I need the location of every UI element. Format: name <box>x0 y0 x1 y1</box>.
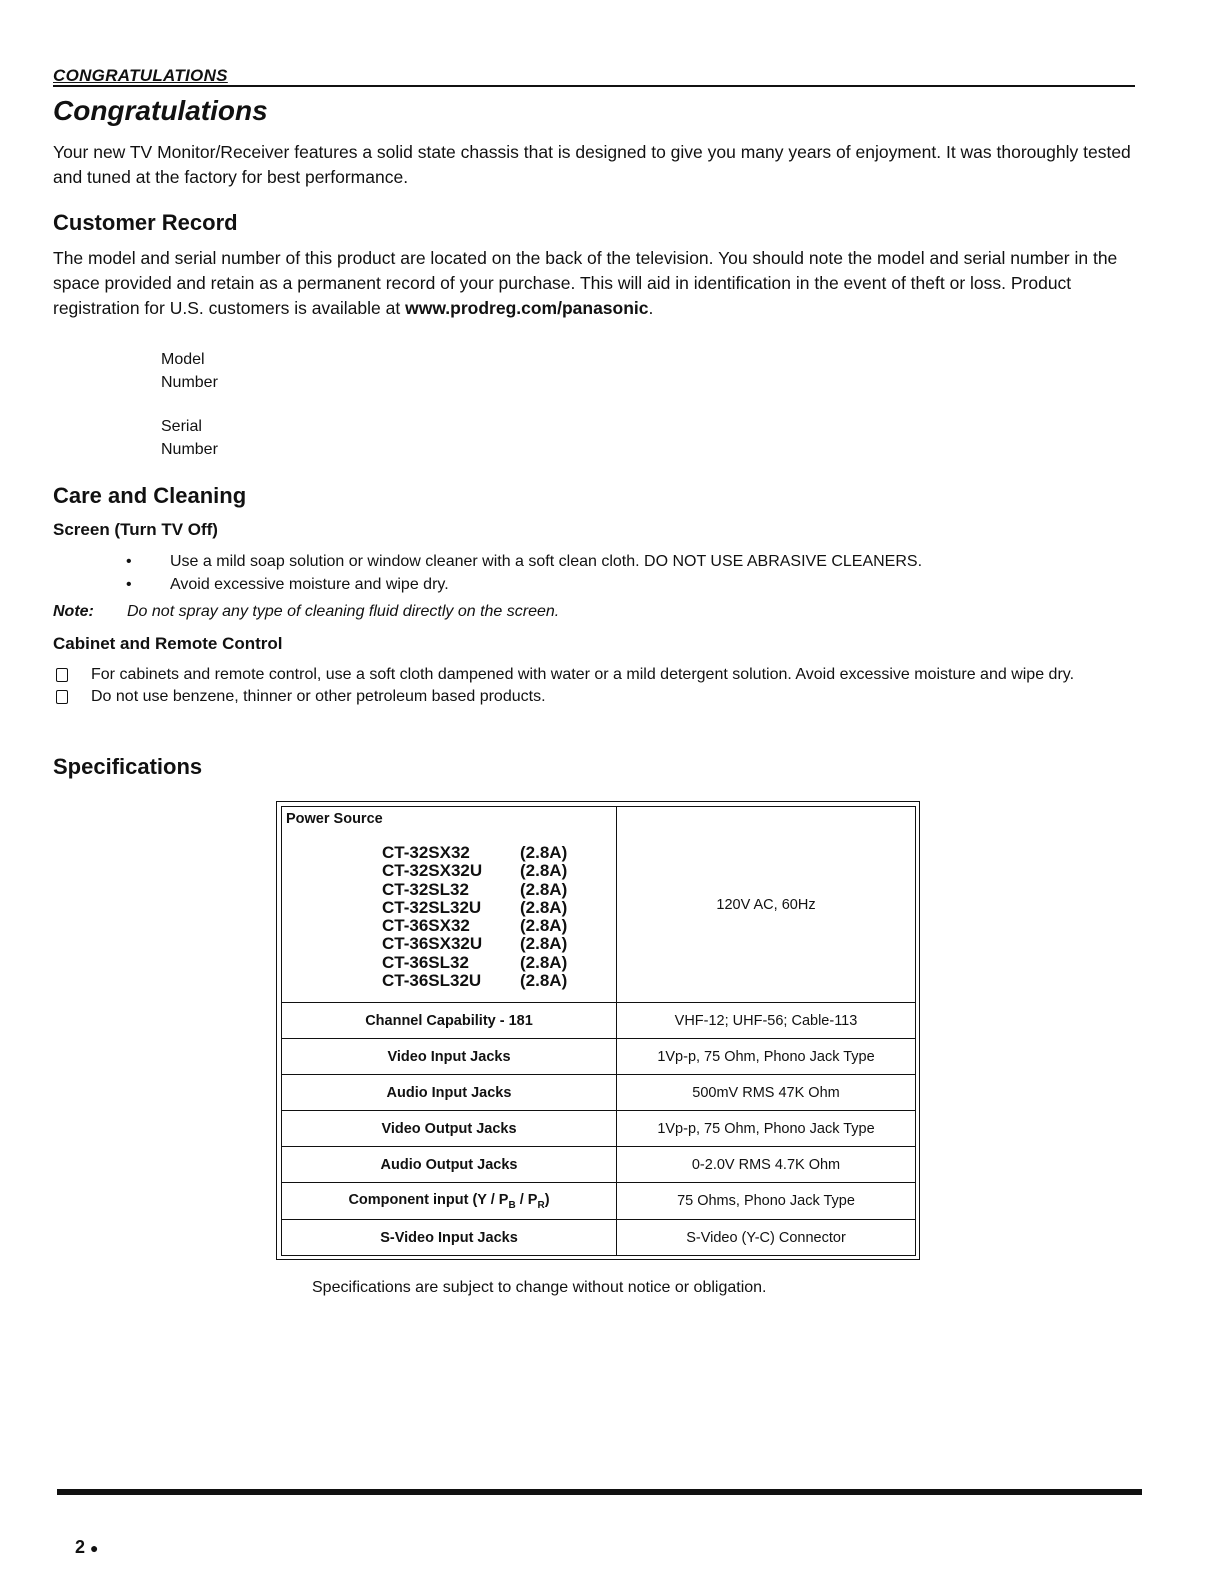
customer-record-end: . <box>648 298 654 318</box>
bullet-icon: • <box>126 576 132 593</box>
spec-table <box>281 806 916 1256</box>
care-heading: Care and Cleaning <box>53 483 247 508</box>
cabinet-heading: Cabinet and Remote Control <box>53 634 283 653</box>
table-row <box>282 1003 916 1039</box>
footer-rule <box>57 1489 1142 1495</box>
list-item: CT-32SL32 (2.8A) <box>382 879 568 899</box>
spec-label-component: Component input $(Y / P_B / P_R)$ <box>282 1183 617 1220</box>
customer-record-text: The model and serial number of this product are located on the back of the television. You should note the model and serial number in the space provided and retain as a permanent record of your purchase. This will aid in identification in the event of theft or loss. Product registration for U.S. customers is available at <box>53 248 1118 318</box>
screen-bullet-list <box>110 550 922 596</box>
power-source-cell <box>282 807 617 1003</box>
power-source-value: 120V AC, 60Hz <box>617 807 916 1003</box>
spec-label: S-Video Input Jacks <box>282 1220 617 1256</box>
list-item: • Avoid excessive moisture and wipe dry. <box>110 573 922 596</box>
table-row <box>282 1183 916 1220</box>
list-item: CT-32SX32U (2.8A) <box>382 861 568 881</box>
model-label-line-1: Model <box>161 351 205 368</box>
serial-label-line-1: Serial <box>161 418 202 435</box>
note-label: Note: <box>53 603 94 620</box>
list-item: CT-36SL32U (2.8A) <box>382 971 568 991</box>
spec-value: 1Vp-p, 75 Ohm, Phono Jack Type <box>617 1111 916 1147</box>
list-item: CT-36SL32 (2.8A) <box>382 952 568 972</box>
table-row <box>282 1220 916 1256</box>
table-row <box>282 1147 916 1183</box>
section-label: CONGRATULATIONS <box>53 66 228 85</box>
list-item: • Use a mild soap solution or window cleaner with a soft clean cloth. DO NOT USE ABRASIVE CLEANERS. <box>110 550 922 573</box>
spec-footnote: Specifications are subject to change without notice or obligation. <box>312 1279 767 1296</box>
list-item: CT-32SL32U (2.8A) <box>382 897 568 917</box>
serial-label-line-2: Number <box>161 441 218 458</box>
bullet-icon: • <box>126 553 132 570</box>
spec-value: 1Vp-p, 75 Ohm, Phono Jack Type <box>617 1039 916 1075</box>
list-item: CT-32SX32 (2.8A) <box>382 843 568 862</box>
table-row <box>282 807 916 1003</box>
cabinet-list <box>53 664 1138 708</box>
page-title: Congratulations <box>53 95 268 126</box>
model-list <box>382 844 567 990</box>
spec-label: Audio Input Jacks <box>282 1075 617 1111</box>
spec-value: 0-2.0V RMS 4.7K Ohm <box>617 1147 916 1183</box>
spec-label: Video Output Jacks <box>282 1111 617 1147</box>
model-label-line-2: Number <box>161 374 218 391</box>
screen-heading: Screen (Turn TV Off) <box>53 520 218 539</box>
page-bullet-icon: ● <box>90 1540 99 1556</box>
model-number-label <box>161 348 361 394</box>
page-number: 2 ● <box>75 1537 99 1557</box>
list-item: For cabinets and remote control, use a soft cloth dampened with water or a mild detergent solution. Avoid excessive moisture and wipe dry. <box>53 664 1138 686</box>
spec-value: 500mV RMS 47K Ohm <box>617 1075 916 1111</box>
note-text: Do not spray any type of cleaning fluid directly on the screen. <box>127 603 560 620</box>
table-row <box>282 1111 916 1147</box>
spec-value: VHF-12; UHF-56; Cable-113 <box>617 1003 916 1039</box>
power-source-label: Power Source <box>286 811 383 827</box>
list-item: Do not use benzene, thinner or other petroleum based products. <box>53 686 1138 708</box>
spec-label: Channel Capability - 181 <box>282 1003 617 1039</box>
list-item: CT-36SX32 (2.8A) <box>382 916 568 936</box>
screen-note <box>53 603 559 621</box>
table-row <box>282 1039 916 1075</box>
intro-paragraph: Your new TV Monitor/Receiver features a solid state chassis that is designed to give you many years of enjoyment. It was thoroughly tested and tuned at the factory for best performance. <box>53 142 1131 187</box>
checkbox-bullet-icon <box>56 668 68 682</box>
spec-value: 75 Ohms, Phono Jack Type <box>617 1183 916 1220</box>
table-row <box>282 1075 916 1111</box>
checkbox-bullet-icon <box>56 690 68 704</box>
customer-record-heading: Customer Record <box>53 210 238 235</box>
specifications-heading: Specifications <box>53 754 203 779</box>
spec-label: Video Input Jacks <box>282 1039 617 1075</box>
spec-label: Audio Output Jacks <box>282 1147 617 1183</box>
customer-record-paragraph <box>53 246 1138 321</box>
list-item: CT-36SX32U (2.8A) <box>382 934 568 954</box>
serial-number-label <box>161 415 361 461</box>
registration-link[interactable]: www.prodreg.com/panasonic <box>405 298 649 318</box>
spec-value: S-Video (Y-C) Connector <box>617 1220 916 1256</box>
header-rule <box>53 85 1135 87</box>
